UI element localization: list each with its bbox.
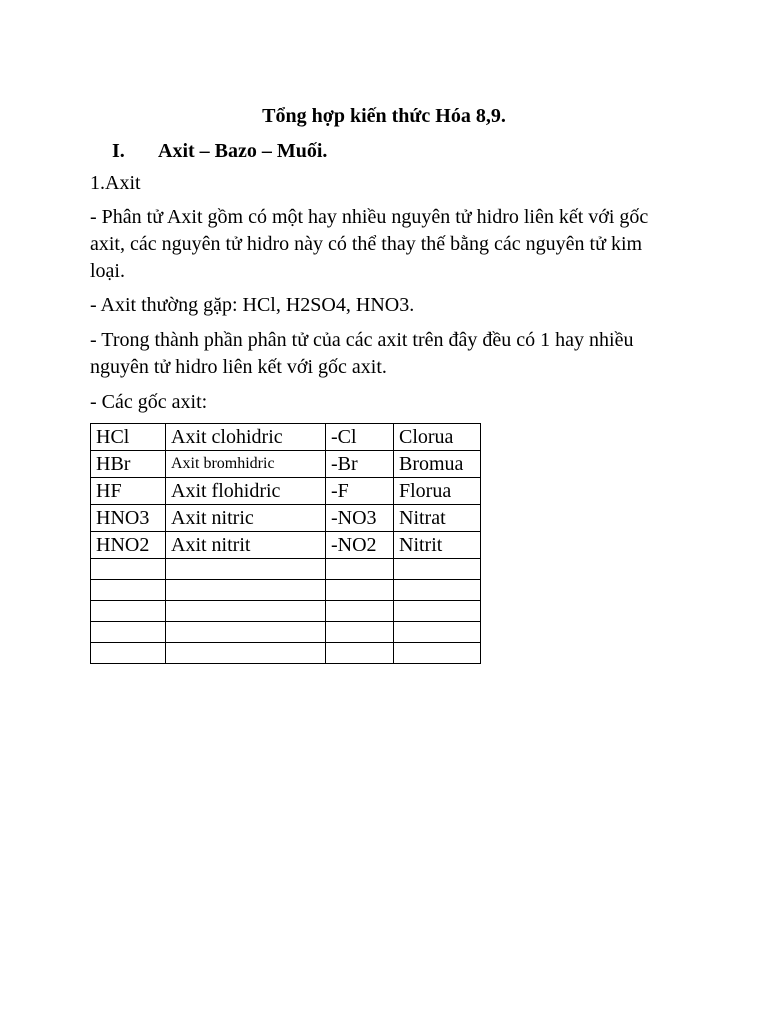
empty-cell xyxy=(91,601,166,622)
radical-name-cell: Nitrat xyxy=(394,505,481,532)
subsection-heading: 1.Axit xyxy=(90,172,141,194)
empty-cell xyxy=(166,601,326,622)
empty-table-row xyxy=(91,580,481,601)
acid-name-cell: Axit nitrit xyxy=(166,532,326,559)
radical-formula-cell: -NO2 xyxy=(326,532,394,559)
acid-name-cell: Axit bromhidric xyxy=(166,451,326,478)
acid-formula-cell: HBr xyxy=(91,451,166,478)
table-row xyxy=(91,478,481,505)
empty-cell xyxy=(394,643,481,664)
empty-cell xyxy=(91,559,166,580)
empty-table-row xyxy=(91,601,481,622)
empty-cell xyxy=(166,622,326,643)
acid-formula-cell: HCl xyxy=(91,424,166,451)
empty-table-row xyxy=(91,559,481,580)
empty-cell xyxy=(326,643,394,664)
empty-cell xyxy=(166,643,326,664)
empty-cell xyxy=(91,580,166,601)
empty-cell xyxy=(326,622,394,643)
acid-radicals-table xyxy=(90,423,481,664)
acid-formula-cell: HNO2 xyxy=(91,532,166,559)
empty-cell xyxy=(91,622,166,643)
document-title: Tổng hợp kiến thức Hóa 8,9. xyxy=(262,105,506,127)
paragraph-composition: - Trong thành phần phân tử của các axit trên đây đều có 1 hay nhiều nguyên tử hidro liên kết với gốc axit. xyxy=(90,329,634,378)
radical-formula-cell: -Br xyxy=(326,451,394,478)
section-number: I. xyxy=(112,140,125,162)
empty-cell xyxy=(326,601,394,622)
acid-name-cell: Axit clohidric xyxy=(166,424,326,451)
radical-formula-cell: -F xyxy=(326,478,394,505)
paragraph-acid-radicals: - Các gốc axit: xyxy=(90,391,208,413)
empty-cell xyxy=(394,622,481,643)
section-title: Axit – Bazo – Muối. xyxy=(158,140,328,162)
table-row xyxy=(91,451,481,478)
radical-name-cell: Nitrit xyxy=(394,532,481,559)
table-row xyxy=(91,505,481,532)
table-row xyxy=(91,532,481,559)
empty-cell xyxy=(91,643,166,664)
section-heading xyxy=(112,137,327,165)
empty-cell xyxy=(326,580,394,601)
acid-formula-cell: HNO3 xyxy=(91,505,166,532)
acid-formula-cell: HF xyxy=(91,478,166,505)
acid-name-cell: Axit nitric xyxy=(166,505,326,532)
empty-cell xyxy=(394,601,481,622)
empty-cell xyxy=(166,580,326,601)
empty-table-row xyxy=(91,643,481,664)
acid-name-cell: Axit flohidric xyxy=(166,478,326,505)
empty-cell xyxy=(326,559,394,580)
table-row xyxy=(91,424,481,451)
paragraph-definition: - Phân tử Axit gồm có một hay nhiều nguyên tử hidro liên kết với gốc axit, các nguyên tử hidro này có thể thay thế bằng các nguyên tử kim loại. xyxy=(90,206,649,282)
paragraph-common-acids: - Axit thường gặp: HCl, H2SO4, HNO3. xyxy=(90,294,415,316)
radical-name-cell: Florua xyxy=(394,478,481,505)
empty-table-row xyxy=(91,622,481,643)
radical-formula-cell: -Cl xyxy=(326,424,394,451)
empty-cell xyxy=(394,580,481,601)
radical-name-cell: Bromua xyxy=(394,451,481,478)
empty-cell xyxy=(166,559,326,580)
radical-name-cell: Clorua xyxy=(394,424,481,451)
empty-cell xyxy=(394,559,481,580)
radical-formula-cell: -NO3 xyxy=(326,505,394,532)
